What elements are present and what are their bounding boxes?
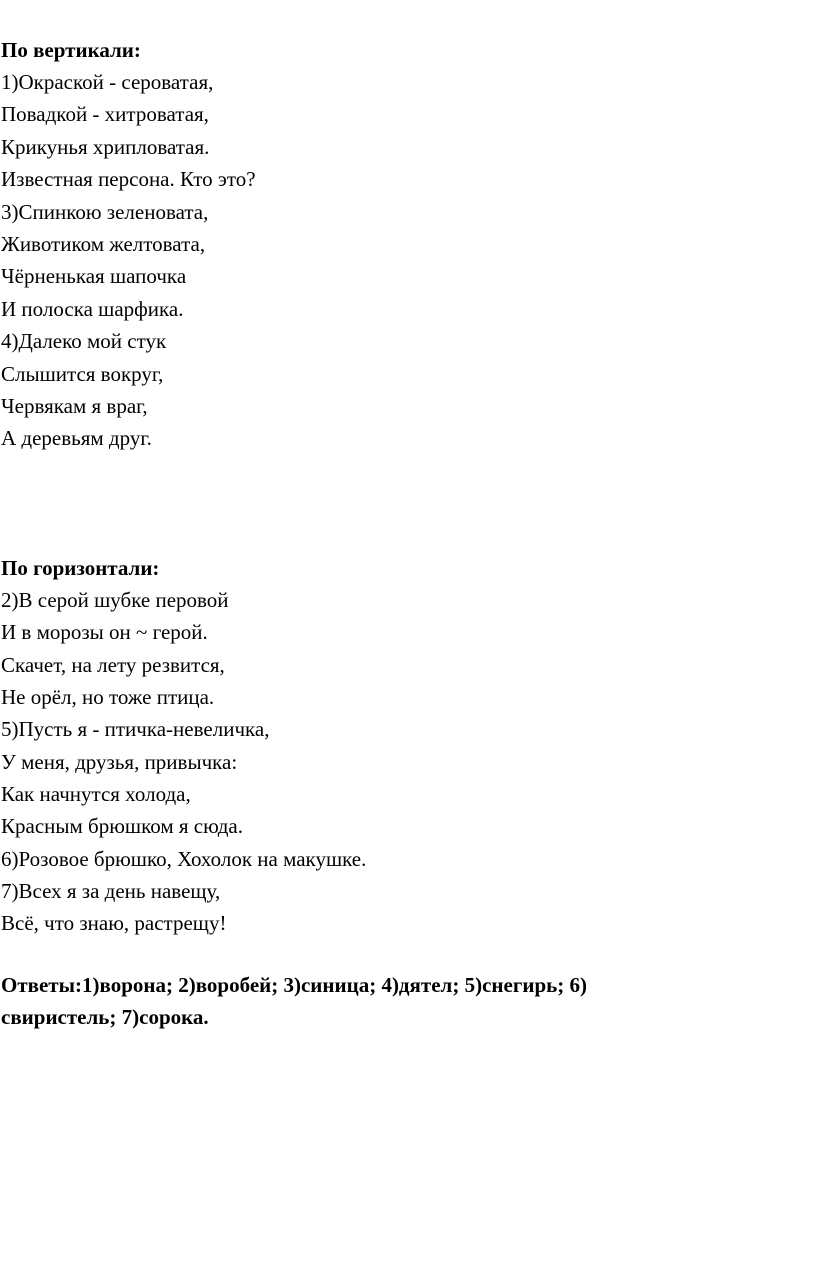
horizontal-line: Скачет, на лету резвится, [1, 653, 225, 677]
vertical-line: Чёрненькая шапочка [1, 264, 187, 288]
vertical-heading: По вертикали: [1, 38, 141, 62]
vertical-line: И полоска шарфика. [1, 297, 184, 321]
vertical-line: Крикунья хрипловатая. [1, 135, 210, 159]
horizontal-line: 6)Розовое брюшко, Хохолок на макушке. [1, 847, 367, 871]
horizontal-line: Красным брюшком я сюда. [1, 814, 243, 838]
answers-paragraph: Ответы:1)ворона; 2)воробей; 3)синица; 4)дятел; 5)снегирь; 6) свиристель; 7)сорока. [1, 973, 587, 1029]
vertical-line: Повадкой - хитроватая, [1, 102, 209, 126]
horizontal-line: 7)Всех я за день навещу, [1, 879, 221, 903]
horizontal-line: Всё, что знаю, растрещу! [1, 911, 227, 935]
vertical-line: Животиком желтовата, [1, 232, 206, 256]
vertical-line: Известная персона. Кто это? [1, 167, 256, 191]
vertical-line: 4)Далеко мой стук [1, 329, 167, 353]
vertical-line: А деревьям друг. [1, 426, 152, 450]
vertical-line: 3)Спинкою зеленовата, [1, 200, 209, 224]
horizontal-line: 2)В серой шубке перовой [1, 588, 229, 612]
horizontal-line: У меня, друзья, привычка: [1, 750, 238, 774]
horizontal-line: Не орёл, но тоже птица. [1, 685, 215, 709]
horizontal-line: 5)Пусть я - птичка-невеличка, [1, 717, 270, 741]
vertical-line: Червякам я враг, [1, 394, 148, 418]
horizontal-line: Как начнутся холода, [1, 782, 191, 806]
horizontal-heading: По горизонтали: [1, 556, 160, 580]
vertical-line: Слышится вокруг, [1, 362, 164, 386]
horizontal-line: И в морозы он ~ герой. [1, 620, 208, 644]
vertical-line: 1)Окраской - сероватая, [1, 70, 214, 94]
